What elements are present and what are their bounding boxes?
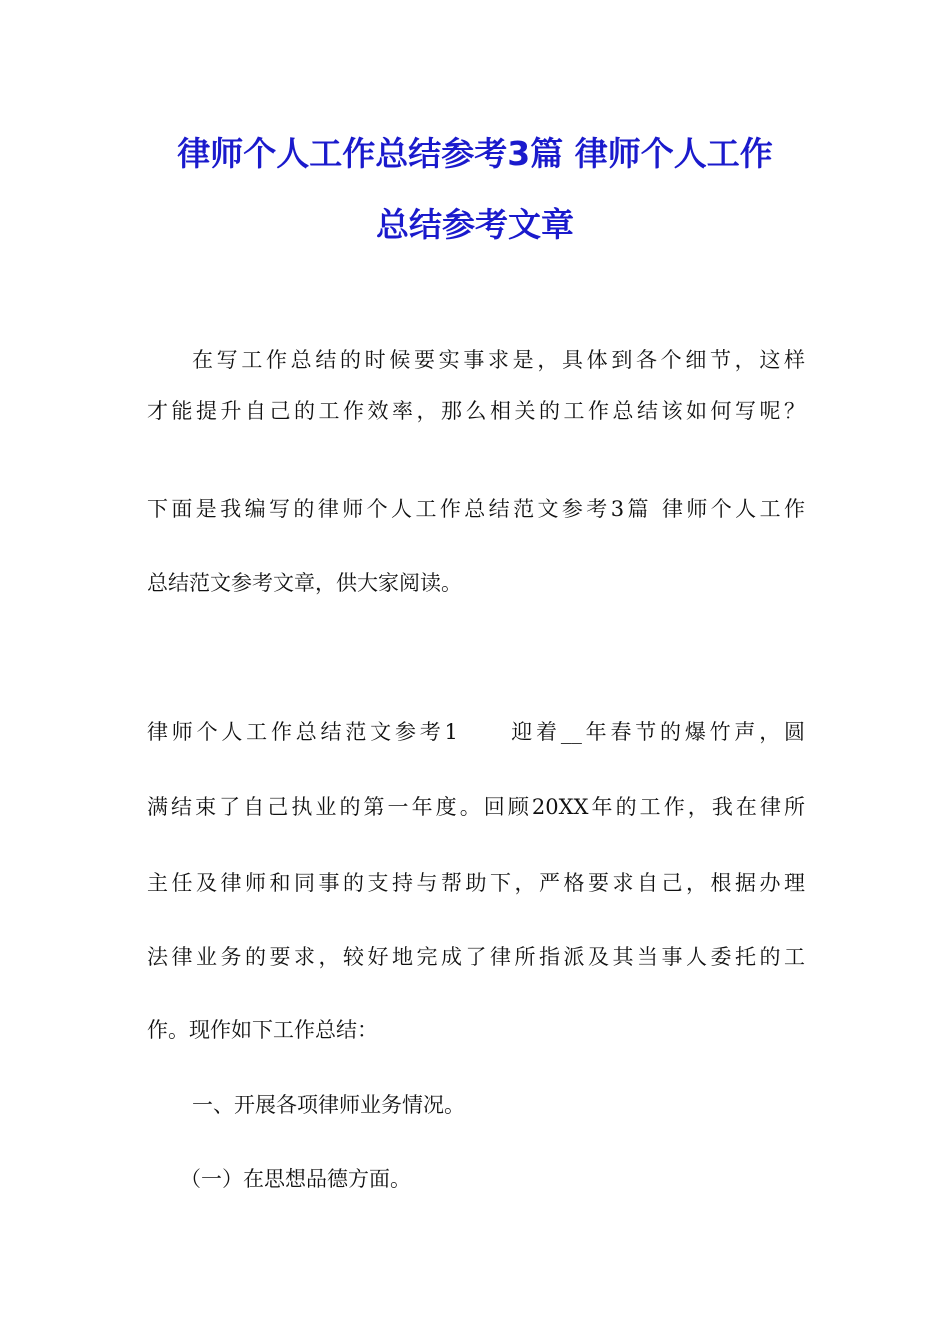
document-title-line-2: 总结参考文章 xyxy=(376,205,574,244)
body-paragraph-line: 法律业务的要求，较好地完成了律所指派及其当事人委托的工 xyxy=(147,945,805,969)
intro-paragraph-line: 总结范文参考文章，供大家阅读。 xyxy=(147,571,462,595)
intro-paragraph-line: 在写工作总结的时候要实事求是，具体到各个细节，这样 xyxy=(192,348,805,372)
intro-paragraph-line: 才能提升自己的工作效率，那么相关的工作总结该如何写呢？ xyxy=(147,399,805,423)
section-heading: 一、开展各项律师业务情况。 xyxy=(192,1093,465,1117)
body-paragraph-line: 律师个人工作总结范文参考1 迎着__年春节的爆竹声，圆 xyxy=(147,720,805,744)
body-paragraph-line: 作。现作如下工作总结： xyxy=(147,1018,378,1042)
body-paragraph-line: 满结束了自己执业的第一年度。回顾20XX年的工作，我在律所 xyxy=(147,795,805,819)
document-title-line-1: 律师个人工作总结参考3篇 律师个人工作 xyxy=(177,134,773,173)
body-paragraph-line: 主任及律师和同事的支持与帮助下，严格要求自己，根据办理 xyxy=(147,871,805,895)
subsection-heading: （一）在思想品德方面。 xyxy=(180,1167,411,1191)
intro-paragraph-line: 下面是我编写的律师个人工作总结范文参考3篇 律师个人工作 xyxy=(147,497,805,521)
